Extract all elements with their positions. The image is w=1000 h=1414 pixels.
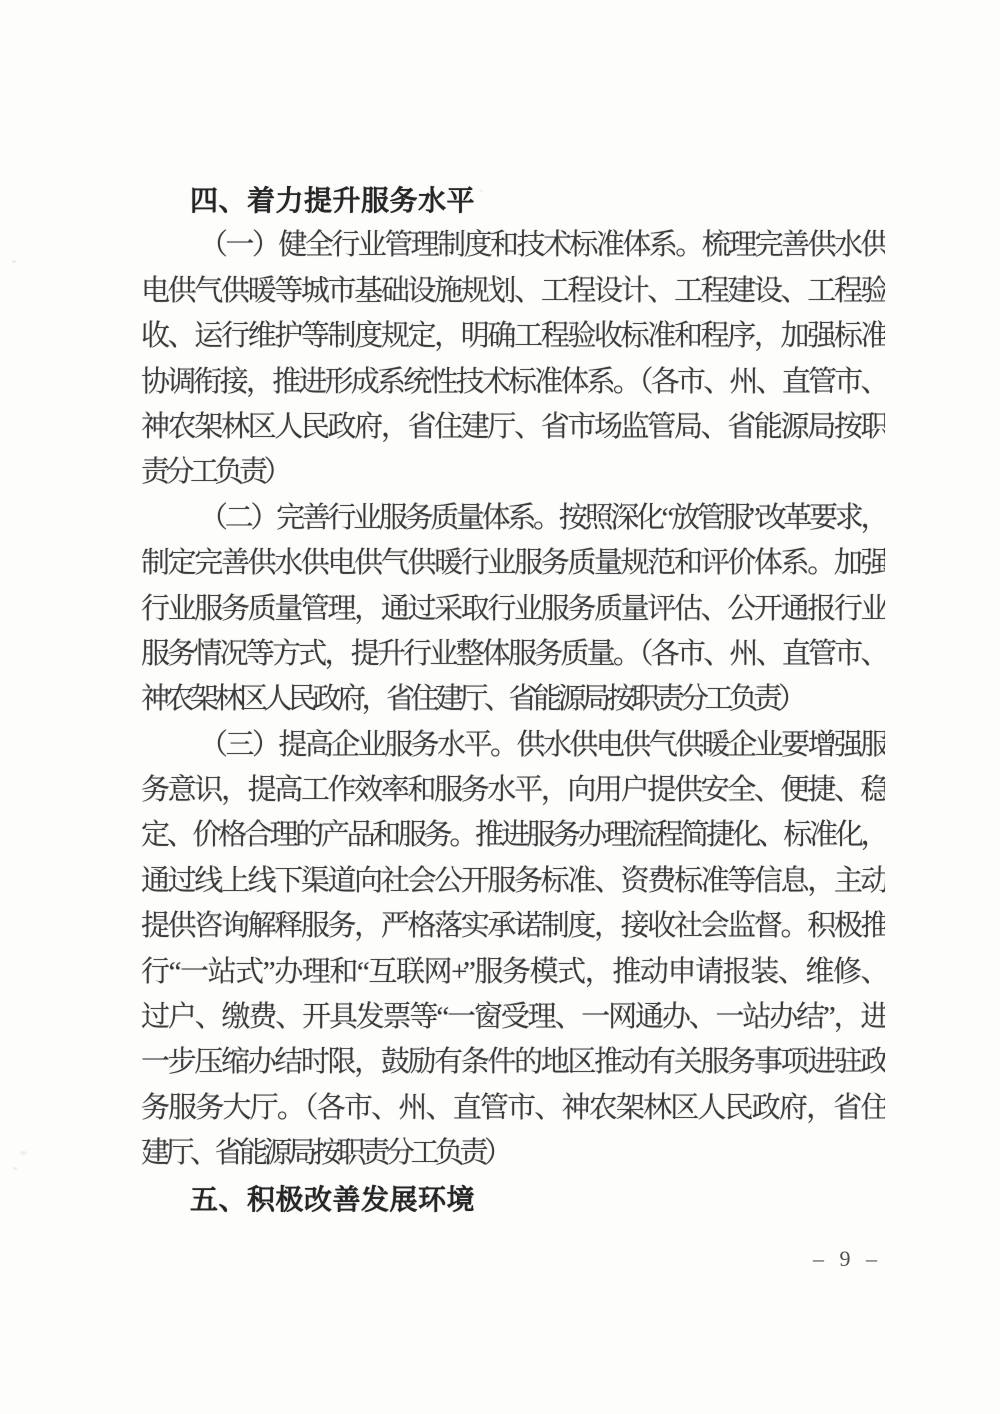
text-line: 协调衔接，推进形成系统性技术标准体系。（各市、州、直管市、 [141, 365, 885, 398]
paragraph-1 [141, 223, 885, 495]
text-line: 服务情况等方式，提升行业整体服务质量。（各市、州、直管市、 [141, 637, 885, 670]
text-line: 制定完善供水供电供气供暖行业服务质量规范和评价体系。加强 [141, 547, 885, 580]
text-line: 收、运行维护等制度规定，明确工程验收标准和程序，加强标准 [141, 320, 885, 353]
text-line: 行“一站式”办理和“互联网+”服务模式，推动申请报装、维修、 [141, 955, 885, 988]
text-line: 建厅、省能源局按职责分工负责） [141, 1137, 509, 1170]
paragraph-2 [141, 496, 885, 723]
text-line: （三）提高企业服务水平。供水供电供气供暖企业要增强服 [199, 728, 885, 761]
text-line: 行业服务质量管理，通过采取行业服务质量评估、公开通报行业 [141, 592, 885, 625]
scan-speck [13, 1167, 17, 1170]
text-line: （一）健全行业管理制度和技术标准体系。梳理完善供水供 [199, 229, 885, 262]
section-4-heading: 四、着力提升服务水平 [190, 185, 476, 216]
text-line: 通过线上线下渠道向社会公开服务标准、资费标准等信息，主动 [141, 864, 885, 897]
text-line: 神农架林区人民政府，省住建厅、省市场监管局、省能源局按职 [141, 410, 885, 443]
text-line: 神农架林区人民政府，省住建厅、省能源局按职责分工负责） [141, 683, 803, 716]
text-line: 务意识，提高工作效率和服务水平，向用户提供安全、便捷、稳 [141, 774, 885, 807]
text-line: 提供咨询解释服务，严格落实承诺制度，接收社会监督。积极推 [141, 910, 885, 943]
scan-speck [12, 260, 16, 263]
paragraph-3 [141, 723, 885, 1177]
text-line: 务服务大厅。（各市、州、直管市、神农架林区人民政府，省住 [141, 1091, 885, 1124]
text-line: 定、价格合理的产品和服务。推进服务办理流程简捷化、标准化， [141, 819, 885, 852]
text-line: 过户、缴费、开具发票等“一窗受理、一网通办、一站办结”，进 [141, 1001, 885, 1034]
page-number: – 9 – [813, 1246, 882, 1271]
document-body [141, 178, 885, 1222]
text-line: 电供气供暖等城市基础设施规划、工程设计、工程建设、工程验 [141, 274, 885, 307]
text-line: 一步压缩办结时限，鼓励有条件的地区推动有关服务事项进驻政 [141, 1046, 885, 1079]
section-5-heading: 五、积极改善发展环境 [190, 1183, 476, 1215]
scan-speck [20, 1151, 27, 1155]
text-line: 责分工负责） [141, 456, 289, 489]
text-line: （二）完善行业服务质量体系。按照深化“放管服”改革要求， [199, 501, 885, 534]
